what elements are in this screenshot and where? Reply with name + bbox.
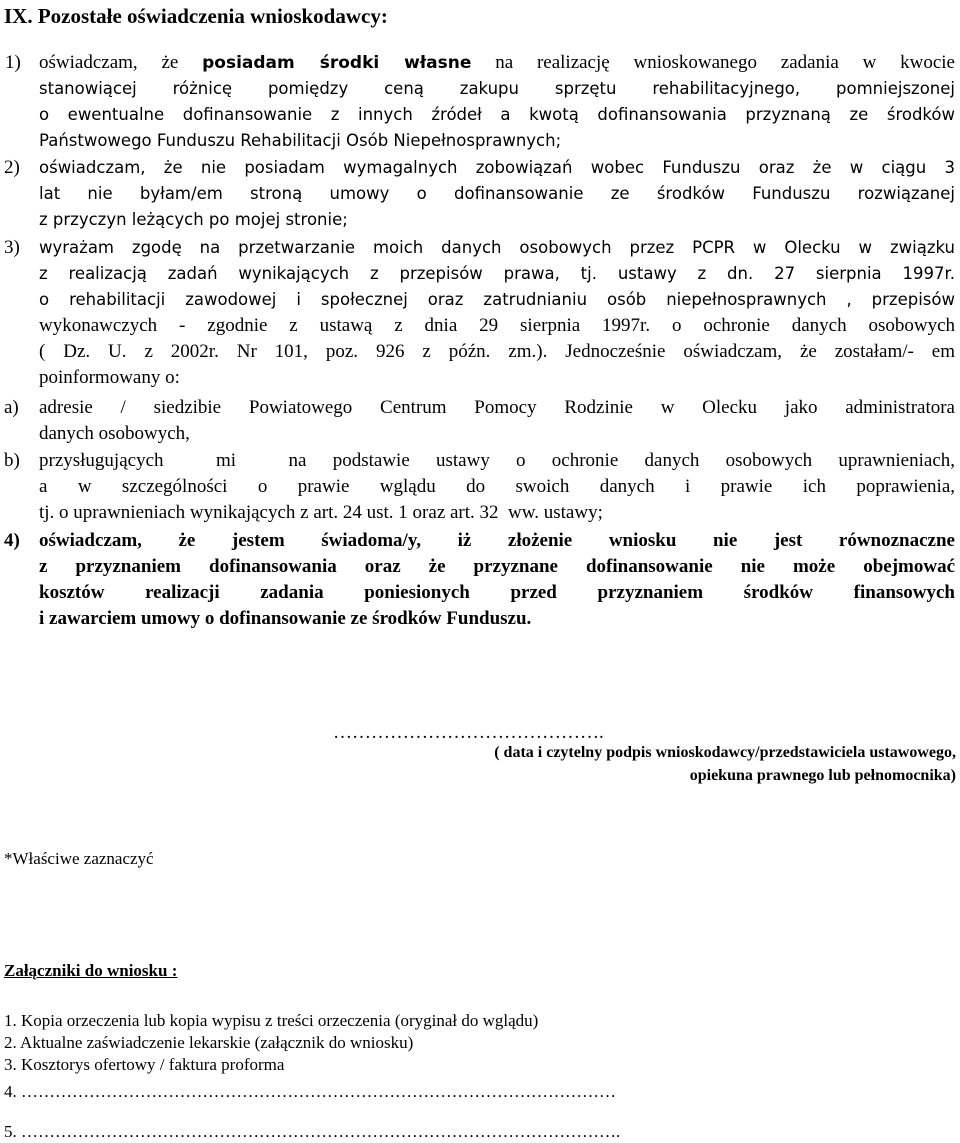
statement-a bbox=[5, 395, 955, 447]
signature-caption: opiekuna prawnego lub pełnomocnika) bbox=[689, 767, 956, 784]
statement-line: oświadczam, że jestem świadoma/y, iż złożenie wniosku nie jest równoznaczne bbox=[39, 530, 955, 551]
statement-1 bbox=[5, 50, 955, 154]
statement-line: kosztów realizacji zadania poniesionych przed przyznaniem środków finansowych bbox=[39, 582, 955, 603]
statement-line: Państwowego Funduszu Rehabilitacji Osób Niepełnosprawnych; bbox=[39, 131, 562, 150]
statement-line: danych osobowych, bbox=[39, 423, 190, 444]
statement-line: oświadczam, że nie posiadam wymagalnych zobowiązań wobec Funduszu oraz że w ciągu 3 bbox=[39, 158, 955, 177]
statement-2 bbox=[5, 155, 955, 233]
statement-line: wyrażam zgodę na przetwarzanie moich danych osobowych przez PCPR w Olecku w związku bbox=[39, 238, 955, 257]
statement-4 bbox=[5, 528, 955, 632]
statement-line: z przyczyn leżących po mojej stronie; bbox=[39, 210, 348, 229]
statement-number: 2) bbox=[4, 157, 20, 178]
attachments-title: Załączniki do wniosku : bbox=[4, 961, 178, 980]
statement-line: ( Dz. U. z 2002r. Nr 101, poz. 926 z późn. zm.). Jednocześnie oświadczam, że zostałam/- em bbox=[39, 341, 955, 362]
statement-line: przysługujących mi na podstawie ustawy o ochronie danych osobowych uprawnieniach, bbox=[39, 450, 955, 471]
statement-line: lat nie byłam/em stroną umowy o dofinansowanie ze środków Funduszu rozwiązanej bbox=[39, 184, 955, 203]
statement-letter: b) bbox=[4, 450, 20, 471]
statement-line: tj. o uprawnieniach wynikających z art. 24 ust. 1 oraz art. 32 ww. ustawy; bbox=[39, 502, 603, 523]
statement-line: wykonawczych - zgodnie z ustawą z dnia 29 sierpnia 1997r. o ochronie danych osobowych bbox=[39, 315, 955, 336]
statement-number: 3) bbox=[4, 237, 20, 258]
statement-line: poinformowany o: bbox=[39, 367, 180, 388]
attachment-item: 1. Kopia orzeczenia lub kopia wypisu z treści orzeczenia (oryginał do wglądu) bbox=[4, 1011, 539, 1030]
statement-line: oświadczam, że posiadam środki własne na realizację wnioskowanego zadania w kwocie bbox=[39, 52, 955, 73]
statement-b bbox=[5, 448, 955, 526]
statement-line: z realizacją zadań wynikających z przepisów prawa, tj. ustawy z dn. 27 sierpnia 1997r. bbox=[39, 264, 955, 283]
statement-line: z przyznaniem dofinansowania oraz że przyznane dofinansowanie nie może obejmować bbox=[39, 556, 955, 577]
attachment-item: 5. ……………………………………………………………………………………………. bbox=[4, 1122, 621, 1141]
section-title: IX. Pozostałe oświadczenia wnioskodawcy: bbox=[4, 4, 388, 28]
signature-dots: ……………………………………. bbox=[333, 722, 604, 743]
statement-line: o ewentualne dofinansowanie z innych źródeł a kwotą dofinansowania przyznaną ze środków bbox=[39, 105, 955, 124]
statement-line: stanowiącej różnicę pomiędzy ceną zakupu sprzętu rehabilitacyjnego, pomniejszonej bbox=[39, 79, 955, 98]
statement-line: a w szczególności o prawie wglądu do swoich danych i prawie ich poprawienia, bbox=[39, 476, 955, 497]
signature-caption: ( data i czytelny podpis wnioskodawcy/przedstawiciela ustawowego, bbox=[494, 744, 956, 761]
statement-line: i zawarciem umowy o dofinansowanie ze środków Funduszu. bbox=[39, 608, 532, 629]
statement-letter: a) bbox=[4, 397, 19, 418]
statement-3 bbox=[5, 235, 955, 391]
attachment-item: 4. …………………………………………………………………………………………… bbox=[4, 1082, 616, 1101]
statement-line: o rehabilitacji zawodowej i społecznej oraz zatrudnianiu osób niepełnosprawnych , przepisów bbox=[39, 290, 955, 309]
statement-number: 4) bbox=[4, 530, 20, 551]
statement-number: 1) bbox=[5, 52, 21, 73]
statement-line: adresie / siedzibie Powiatowego Centrum Pomocy Rodzinie w Olecku jako administratora bbox=[39, 397, 955, 418]
attachment-item: 3. Kosztorys ofertowy / faktura proforma bbox=[4, 1055, 285, 1074]
emphasis-own-funds: posiadam środki własne bbox=[202, 53, 472, 73]
attachment-item: 2. Aktualne zaświadczenie lekarskie (załącznik do wniosku) bbox=[4, 1033, 414, 1052]
footnote: *Właściwe zaznaczyć bbox=[4, 849, 154, 868]
